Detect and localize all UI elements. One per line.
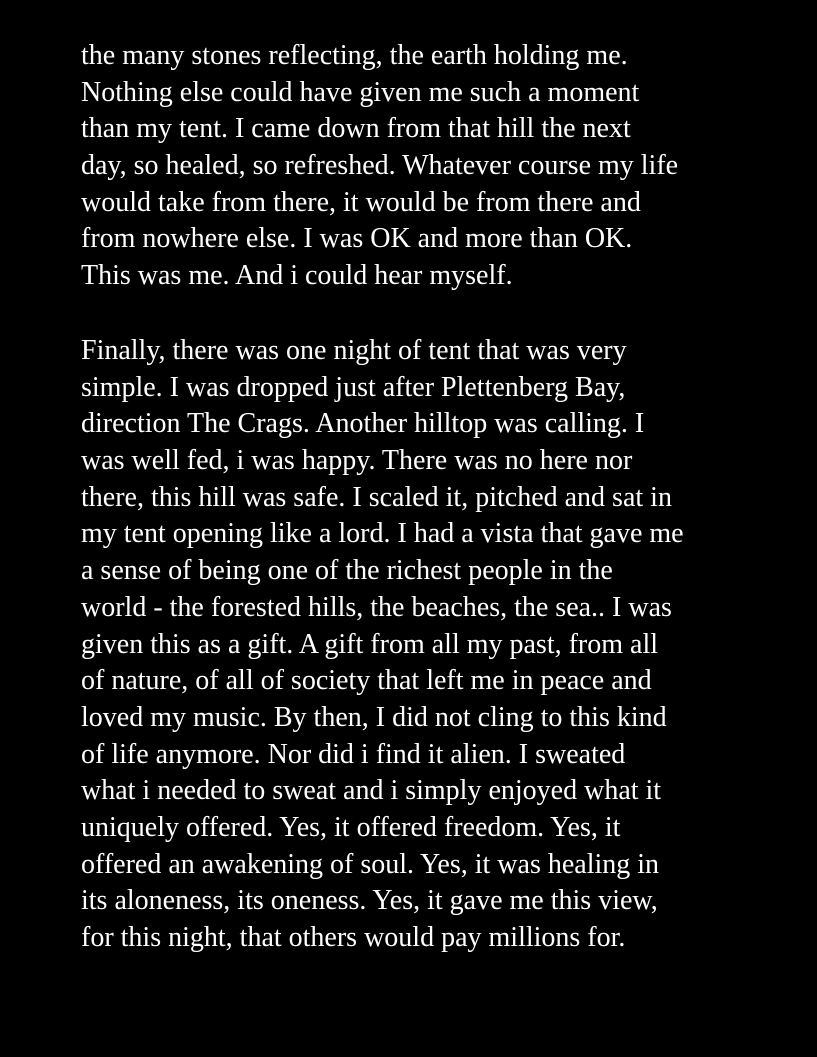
text-line: simple. I was dropped just after Plettenberg Bay, — [81, 371, 626, 403]
text-line: the many stones reflecting, the earth holding me. — [81, 40, 628, 71]
text-line: than my tent. I came down from that hill the next — [81, 113, 631, 145]
text-line: direction The Crags. Another hilltop was calling. I — [81, 408, 645, 440]
text-line: This was me. And i could hear myself. — [81, 260, 513, 292]
text-line: a sense of being one of the richest people in the — [81, 555, 613, 587]
text-line: loved my music. By then, I did not cling to this kind — [81, 701, 667, 733]
text-line: world - the forested hills, the beaches, the sea.. I was — [81, 591, 672, 623]
text-line: of life anymore. Nor did i find it alien. I sweated — [81, 738, 626, 770]
text-line: given this as a gift. A gift from all my past, from all — [81, 628, 659, 660]
text-line: day, so healed, so refreshed. Whatever course my life — [81, 150, 679, 182]
text-line: what i needed to sweat and i simply enjoyed what it — [81, 775, 662, 807]
text-line: Finally, there was one night of tent that was very — [81, 335, 627, 366]
text-line: its aloneness, its oneness. Yes, it gave me this view, — [81, 885, 658, 917]
paragraph-1 — [81, 38, 781, 295]
text-line: there, this hill was safe. I scaled it, pitched and sat in — [81, 481, 672, 513]
text-line: of nature, of all of society that left me in peace and — [81, 665, 652, 697]
text-line: was well fed, i was happy. There was no here nor — [81, 445, 633, 477]
paragraph-2 — [81, 333, 781, 957]
text-line: my tent opening like a lord. I had a vista that gave me — [81, 518, 684, 550]
text-line: would take from there, it would be from there and — [81, 186, 641, 218]
text-line: for this night, that others would pay millions for. — [81, 922, 626, 953]
text-line: offered an awakening of soul. Yes, it was healing in — [81, 848, 660, 880]
text-line: Nothing else could have given me such a moment — [81, 76, 640, 108]
text-line: from nowhere else. I was OK and more than OK. — [81, 223, 633, 255]
text-line: uniquely offered. Yes, it offered freedom. Yes, it — [81, 811, 621, 843]
